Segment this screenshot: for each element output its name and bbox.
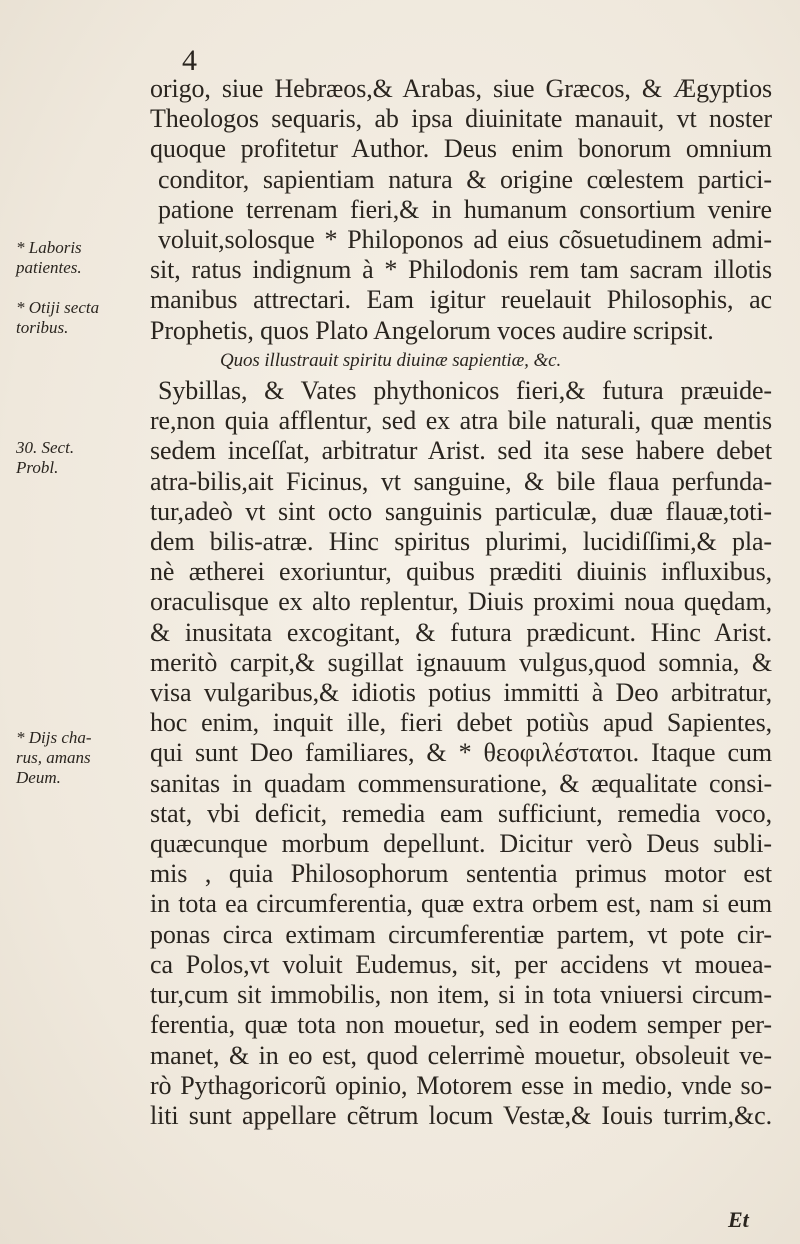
text-line: rò Pythagoricorũ opinio, Motorem esse in medio, vnde so-	[150, 1070, 772, 1100]
page-number: 4	[182, 44, 197, 77]
margin-note-line: rus, amans	[16, 748, 91, 767]
text-line: in tota ea circumferentia, quæ extra orbem est, nam si eum	[150, 889, 772, 919]
text-line: ferentia, quæ tota non mouetur, sed in eodem semper per-	[150, 1010, 772, 1040]
text-line: origo, siue Hebræos,& Arabas, siue Græcos, & Ægyptios	[150, 74, 772, 103]
margin-note-line: * Dijs cha-	[16, 728, 92, 747]
text-line: hoc enim, inquit ille, fieri debet potiùs apud Sapientes,	[150, 708, 772, 738]
margin-note-line: patientes.	[16, 258, 82, 277]
text-line: mis , quia Philosophorum sententia primus motor est	[150, 859, 772, 889]
text-line: meritò carpit,& sugillat ignauum vulgus,quod somnia, &	[150, 647, 772, 677]
margin-note-line: * Otiji secta	[16, 298, 100, 317]
text-line: dem bilis-atræ. Hinc spiritus plurimi, lucidiſſimi,& pla-	[150, 527, 772, 557]
text-line: stat, vbi deficit, remedia eam sufficiunt, remedia voco,	[150, 798, 772, 828]
text-line: atra-bilis,ait Ficinus, vt sanguine, & bile flaua perfunda-	[150, 466, 772, 496]
main-text-block	[150, 74, 772, 1131]
text-line: re,non quia afflentur, sed ex atra bile naturali, quæ mentis	[150, 406, 772, 436]
text-line: sedem inceſſat, arbitratur Arist. sed ita sese habere debet	[150, 436, 772, 466]
margin-note-line: 30. Sect.	[16, 438, 75, 457]
text-line: ponas circa extimam circumferentiæ partem, vt pote cir-	[150, 919, 772, 949]
text-line: & inusitata excogitant, & futura prædicunt. Hinc Arist.	[150, 617, 772, 647]
text-line: tur,adeò vt sint octo sanguinis particulæ, duæ flauæ,toti-	[150, 496, 772, 526]
margin-note-laboris	[16, 238, 152, 278]
margin-note-sect	[16, 438, 152, 478]
text-line: manet, & in eo est, quod celerrimè mouetur, obsoleuit ve-	[150, 1040, 772, 1070]
text-line: voluit,solosque * Philoponos ad eius cõsuetudinem admi-	[158, 225, 772, 255]
text-line: manibus attrectari. Eam igitur reuelauit Philosophis, ac	[150, 285, 772, 315]
text-line: sanitas in quadam commensuratione, & æqualitate consi-	[150, 768, 772, 798]
text-line: conditor, sapientiam natura & origine cœlestem partici-	[158, 164, 772, 194]
text-line: ca Polos,vt voluit Eudemus, sit, per accidens vt mouea-	[150, 949, 772, 979]
margin-note-line: Deum.	[16, 768, 61, 787]
catchword: Et	[728, 1207, 749, 1232]
text-line: qui sunt Deo familiares, & * θεοφιλέστατοι. Itaque cum	[150, 738, 772, 768]
text-line: sit, ratus indignum à * Philodonis rem tam sacram illotis	[150, 255, 772, 285]
margin-note-otiji	[16, 298, 152, 338]
text-line: patione terrenam fieri,& in humanum consortium venire	[158, 194, 772, 224]
text-line: visa vulgaribus,& idiotis potius immitti à Deo arbitratur,	[150, 678, 772, 708]
margin-note-line: Probl.	[16, 458, 59, 477]
text-line: tur,cum sit immobilis, non item, si in tota vniuersi circum-	[150, 980, 772, 1010]
text-line: oraculisque ex alto replentur, Diuis proximi noua quędam,	[150, 587, 772, 617]
text-line: quoque profitetur Author. Deus enim bonorum omnium	[150, 134, 772, 164]
text-line: Sybillas, & Vates phythonicos fieri,& futura præuide-	[158, 376, 772, 406]
text-line: Theologos sequaris, ab ipsa diuinitate manauit, vt noster	[150, 104, 772, 134]
text-line: Prophetis, quos Plato Angelorum voces audire scripsit.	[150, 315, 714, 345]
margin-note-dijs	[16, 728, 152, 788]
margin-note-line: toribus.	[16, 318, 69, 337]
text-line: quæcunque morbum depellunt. Dicitur verò Deus subli-	[150, 829, 772, 859]
text-line: liti sunt appellare cẽtrum locum Vestæ,& Iouis turrim,&c.	[150, 1100, 772, 1130]
margin-note-line: * Laboris	[16, 238, 82, 257]
text-line: nè ætherei exoriuntur, quibus præditi diuinis influxibus,	[150, 557, 772, 587]
section-subhead: Quos illustrauit spiritu diuinæ sapientiæ, &c.	[220, 349, 562, 371]
